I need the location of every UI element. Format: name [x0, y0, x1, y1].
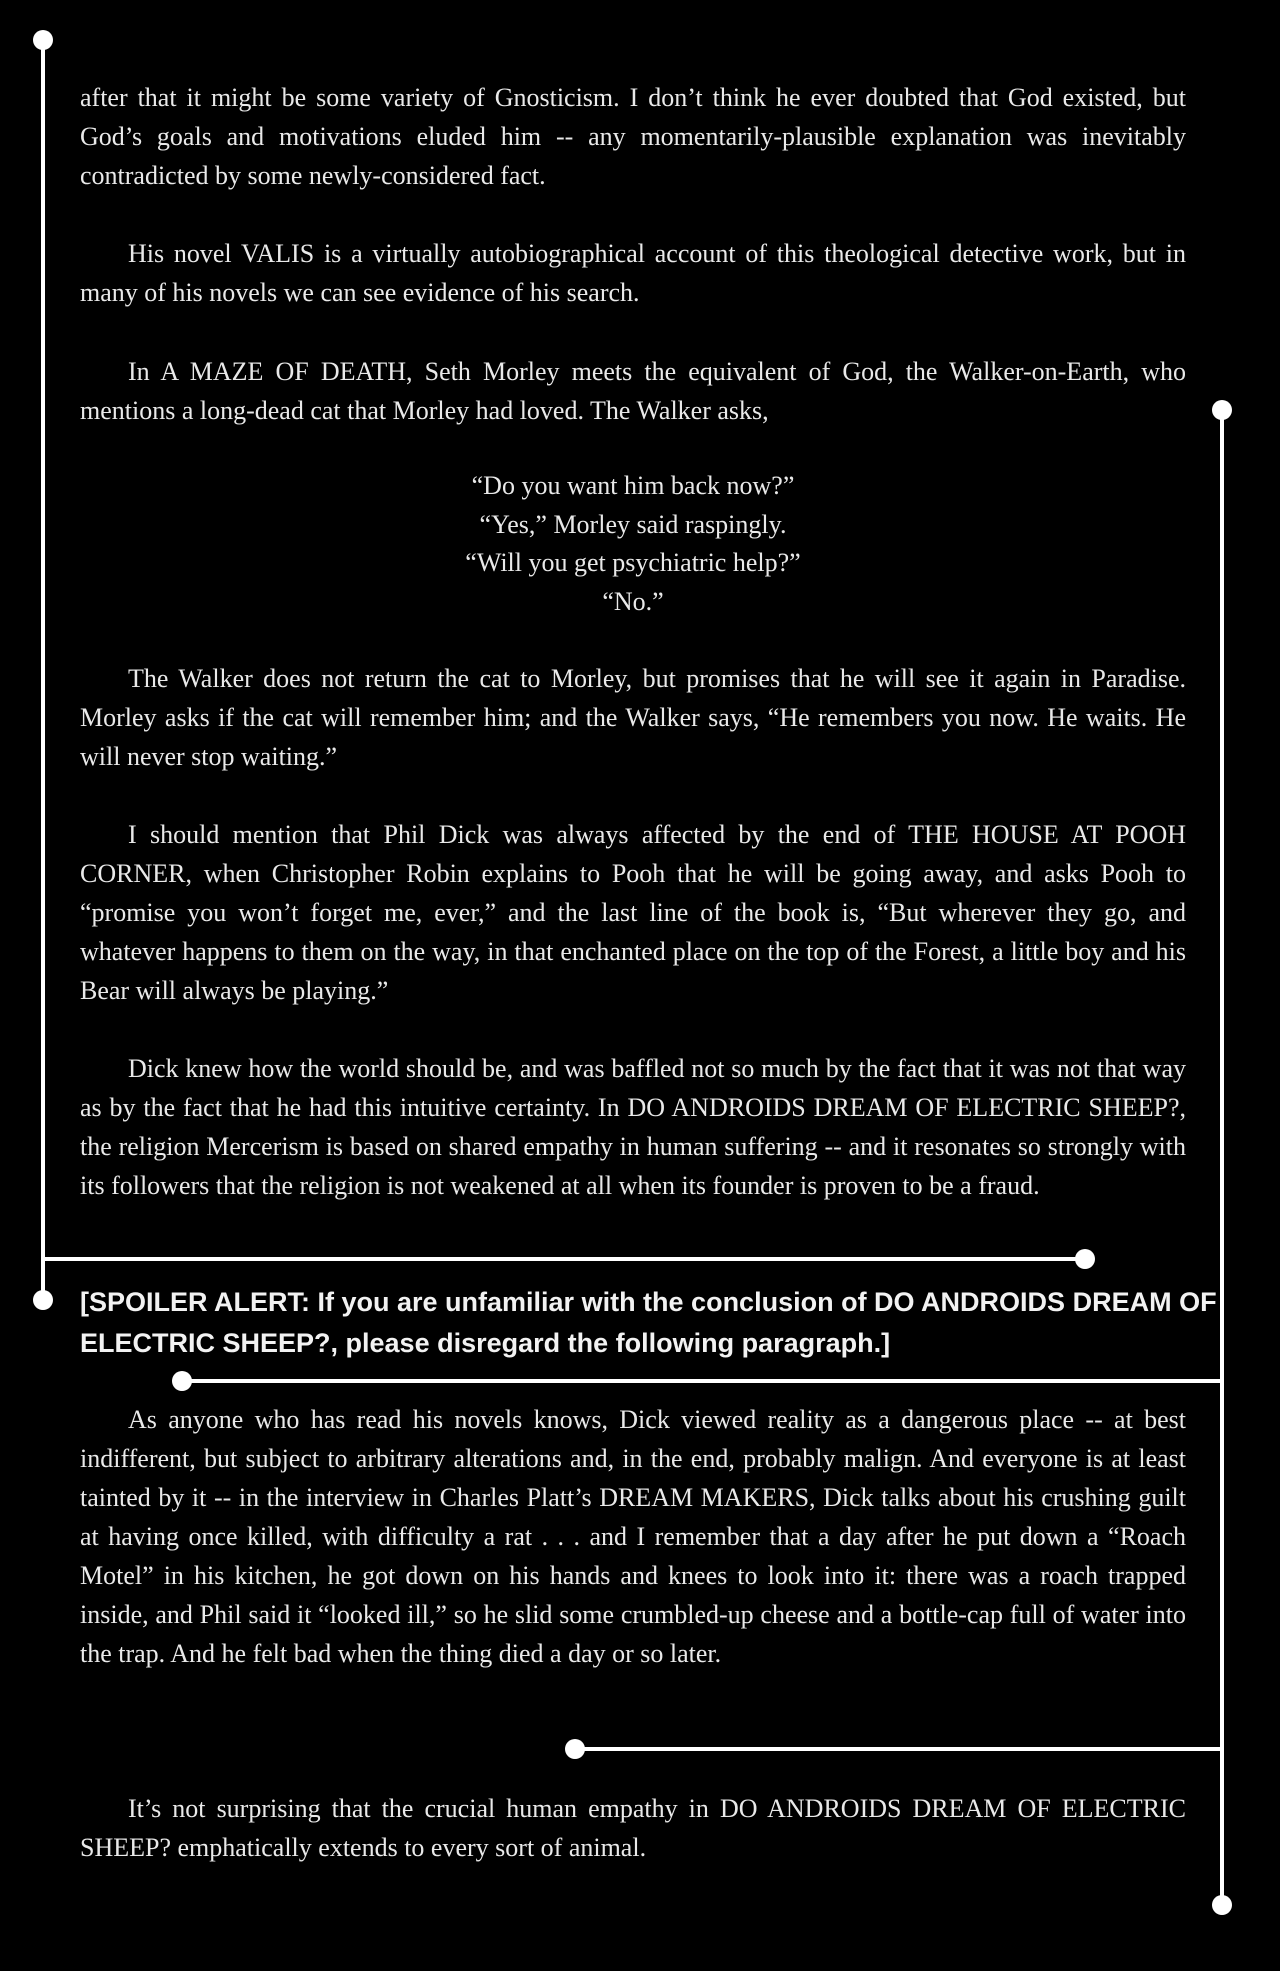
spoiler-alert: [SPOILER ALERT: If you are unfamiliar with the conclusion of DO ANDROIDS DREAM OF ELECTRIC SHEEP?, please disregard the following paragraph.] [80, 1287, 1217, 1358]
dialogue-line: “Yes,” Morley said raspingly. [479, 509, 787, 539]
paragraph-mercerism: Dick knew how the world should be, and was baffled not so much by the fact that it was not that way as by the fact that he had this intuitive certainty. In DO ANDROIDS DREAM OF ELECTRIC SHEEP?, the religion Mercerism is based on shared empathy in human suffering -- and it resonates so strongly with its followers that the religion is not weakened at all when its founder is proven to be a fraud. [80, 1054, 1186, 1200]
paragraph-maze-of-death: In A MAZE OF DEATH, Seth Morley meets the equivalent of God, the Walker-on-Earth, who mentions a long-dead cat that Morley had loved. The Walker asks, [80, 357, 1186, 425]
paragraph-pooh-corner: I should mention that Phil Dick was always affected by the end of THE HOUSE AT POOH CORNER, when Christopher Robin explains to Pooh that he will be going away, and asks Pooh to “promise you won’t forget me, ever,” and the last line of the book is, “But wherever they go, and whatever happens to them on the way, in that enchanted place on the top of the Forest, a little boy and his Bear will always be playing.” [80, 820, 1186, 1005]
node-bottom-right-dot [1212, 1895, 1232, 1915]
dialogue-line: “Do you want him back now?” [471, 471, 795, 500]
paragraph-walker: The Walker does not return the cat to Morley, but promises that he will see it again in Paradise. Morley asks if the cat will remember him; and the Walker says, “He remembers you now. He waits. He will never stop waiting.” [80, 664, 1186, 771]
paragraph-reality: As anyone who has read his novels knows, Dick viewed reality as a dangerous place -- at best indifferent, but subject to arbitrary alterations and, in the end, probably malign. And everyone is at least tainted by it -- in the interview in Charles Platt’s DREAM MAKERS, Dick talks about his crushing guilt at having once killed, with difficulty a rat . . . and I remember that a day after he put down a “Roach Motel” in his kitchen, he got down on his hands and knees to look into it: there was a roach trapped inside, and Phil said it “looked ill,” so he slid some crumbled-up cheese and a bottle-cap full of water into the trap. And he felt bad when the thing died a day or so later. [80, 1405, 1186, 1668]
node-top-left-dot [33, 30, 53, 50]
dialogue-block [80, 467, 1186, 621]
node-right-upper-dot [1075, 1249, 1095, 1269]
node-left-mid-dot [33, 1290, 53, 1310]
node-right-top-dot [1212, 400, 1232, 420]
node-spoiler-left-dot [172, 1371, 192, 1391]
node-lower-left-dot [565, 1739, 585, 1759]
paragraph-gnosticism [80, 78, 1186, 195]
dialogue-line: “Will you get psychiatric help?” [465, 548, 801, 577]
paragraph-empathy: It’s not surprising that the crucial human empathy in DO ANDROIDS DREAM OF ELECTRIC SHEEP? emphatically extends to every sort of animal. [80, 1794, 1186, 1862]
dialogue-line: “No.” [602, 586, 664, 616]
paragraph-valis: His novel VALIS is a virtually autobiographical account of this theological detective work, but in many of his novels we can see evidence of his search. [80, 239, 1186, 307]
paragraph-gnosticism-text: after that it might be some variety of Gnosticism. I don’t think he ever doubted that God existed, but God’s goals and motivations eluded him -- any momentarily-plausible explanation was inevitably contradicted by some newly-considered fact. [80, 83, 1186, 190]
